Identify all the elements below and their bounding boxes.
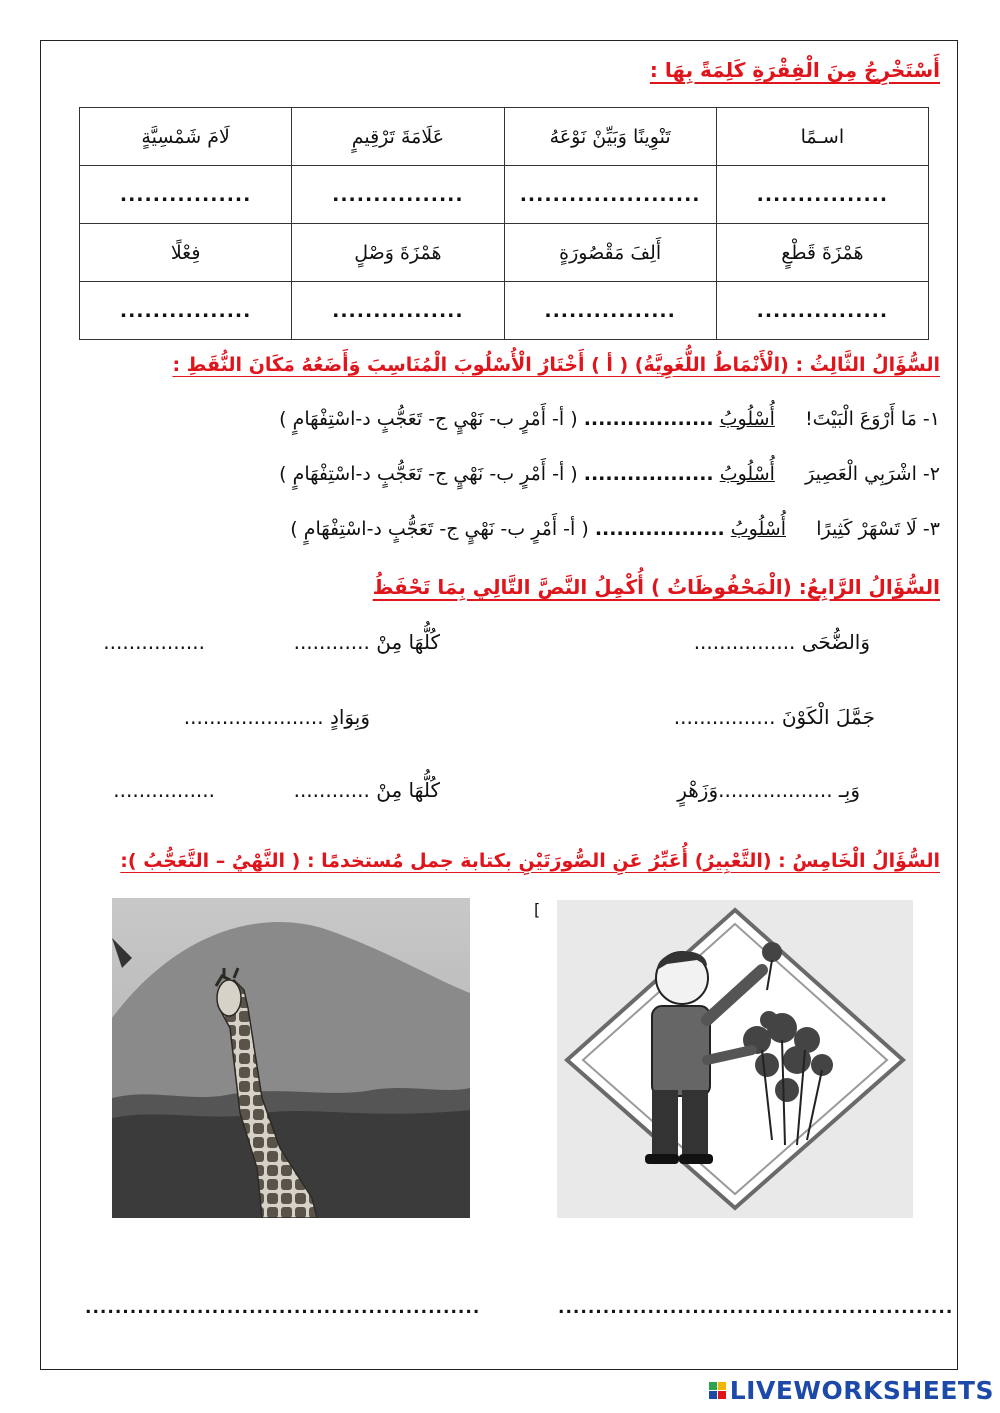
giraffe-illustration bbox=[112, 898, 470, 1218]
poem-line-3b[interactable]: كُلُّهَا مِنْ ............ bbox=[293, 778, 440, 802]
extract-table bbox=[79, 107, 929, 340]
question-three-heading: السُّؤَالُ الثَّالِثُ : (الْأَنْمَاطُ اللُّغَوِيَّةُ) ( أ ) أَخْتَارُ الْأُسْلُوبَ الْمُنَاسِبَ وَأَضَعُهُ مَكَانَ النُّقَطِ : bbox=[172, 354, 940, 376]
poem-line-3c[interactable]: ................ bbox=[113, 778, 215, 802]
question-four-heading: السُّؤَالُ الرَّابِعُ: (الْمَحْفُوظَاتُ ) أُكْمِلُ النَّصَّ التَّالِي بِمَا تَحْفَظُ bbox=[372, 575, 940, 599]
poem-line-1b[interactable]: كُلُّهَا مِنْ ............ bbox=[293, 630, 440, 654]
poem-line-2b[interactable]: وَبِوَادٍ ...................... bbox=[183, 705, 370, 729]
style-word: أُسْلُوبُ bbox=[730, 518, 786, 540]
question-item bbox=[279, 408, 940, 430]
gardener-illustration bbox=[557, 900, 913, 1218]
question-item bbox=[279, 463, 940, 485]
table-cell-lam-shamsiya: لَامَ شَمْسِيَّةٍ bbox=[80, 108, 292, 166]
gardener-picture bbox=[557, 900, 913, 1218]
answer-blank[interactable]: ................ bbox=[80, 166, 292, 224]
poem-line-1a[interactable]: وَالضُّحَى ................ bbox=[693, 630, 870, 654]
answer-blank[interactable]: ...................... bbox=[504, 166, 716, 224]
table-cell-alif-maqsura: أَلِفَ مَقْصُورَةٍ bbox=[504, 224, 716, 282]
poem-line-3a[interactable]: وَبِـ ..................وَزَهْرٍ bbox=[677, 778, 860, 802]
answer-blank[interactable]: ................ bbox=[716, 282, 928, 340]
table-cell-tanween: تَنْوِينًا وَبَيِّنْ نَوْعَهُ bbox=[504, 108, 716, 166]
answer-blank[interactable]: ................ bbox=[716, 166, 928, 224]
giraffe-photo bbox=[112, 898, 470, 1218]
question-sentence: ٣- لَا تَسْهَرْ كَثِيرًا bbox=[816, 518, 940, 540]
table-cell-verb: فِعْلًا bbox=[80, 224, 292, 282]
question-sentence: ٢- اشْرَبِي الْعَصِيرَ bbox=[805, 463, 940, 485]
table-cell-punctuation: عَلَامَةَ تَرْقِيمٍ bbox=[292, 108, 504, 166]
poem-line-1c[interactable]: ................ bbox=[103, 630, 205, 654]
table-cell-hamzat-qat: هَمْزَةَ قَطْعٍ bbox=[716, 224, 928, 282]
question-five-heading: السُّؤَالُ الْخَامِسُ : (التَّعْبِيرُ) أُعَبِّرُ عَنِ الصُّورَتَيْنِ بكتابة جمل مُستخدمًا : ( النَّهْيُ – التَّعَجُّبُ ): bbox=[120, 850, 940, 872]
style-word: أُسْلُوبُ bbox=[719, 408, 775, 430]
answer-blank[interactable]: ................ bbox=[504, 282, 716, 340]
options: ( أ- أَمْرٍ ب- نَهْيٍ ج- تَعَجُّبٍ د-اسْتِفْهَامٍ ) bbox=[279, 463, 578, 485]
answer-line-left[interactable]: ..................................................... bbox=[85, 1298, 481, 1318]
answer-blank[interactable]: .................. bbox=[583, 408, 714, 430]
style-word: أُسْلُوبُ bbox=[719, 463, 775, 485]
table-cell-hamzat-wasl: هَمْزَةَ وَصْلٍ bbox=[292, 224, 504, 282]
options: ( أ- أَمْرٍ ب- نَهْيٍ ج- تَعَجُّبٍ د-اسْتِفْهَامٍ ) bbox=[279, 408, 578, 430]
options: ( أ- أَمْرٍ ب- نَهْيٍ ج- تَعَجُّبٍ د-اسْتِفْهَامٍ ) bbox=[290, 518, 589, 540]
liveworksheets-logo bbox=[709, 1376, 994, 1405]
brand-name: LIVEWORKSHEETS bbox=[729, 1376, 994, 1405]
answer-blank[interactable]: .................. bbox=[583, 463, 714, 485]
question-sentence: ١- مَا أَرْوَعَ الْبَيْتَ! bbox=[805, 408, 940, 430]
table-cell-noun: اسـمًا bbox=[716, 108, 928, 166]
answer-blank[interactable]: ................ bbox=[292, 282, 504, 340]
answer-blank[interactable]: ................ bbox=[80, 282, 292, 340]
extract-heading: أَسْتَخْرِجُ مِنَ الْفِقْرَةِ كَلِمَةً بِهَا : bbox=[649, 58, 940, 82]
answer-line-right[interactable]: ..................................................... bbox=[558, 1298, 954, 1318]
question-item bbox=[290, 518, 940, 540]
answer-blank[interactable]: .................. bbox=[594, 518, 725, 540]
poem-line-2a[interactable]: جَمَّلَ الْكَوْنَ ................ bbox=[673, 705, 875, 729]
stray-bracket: [ bbox=[534, 900, 541, 919]
logo-icon bbox=[709, 1382, 726, 1399]
answer-blank[interactable]: ................ bbox=[292, 166, 504, 224]
